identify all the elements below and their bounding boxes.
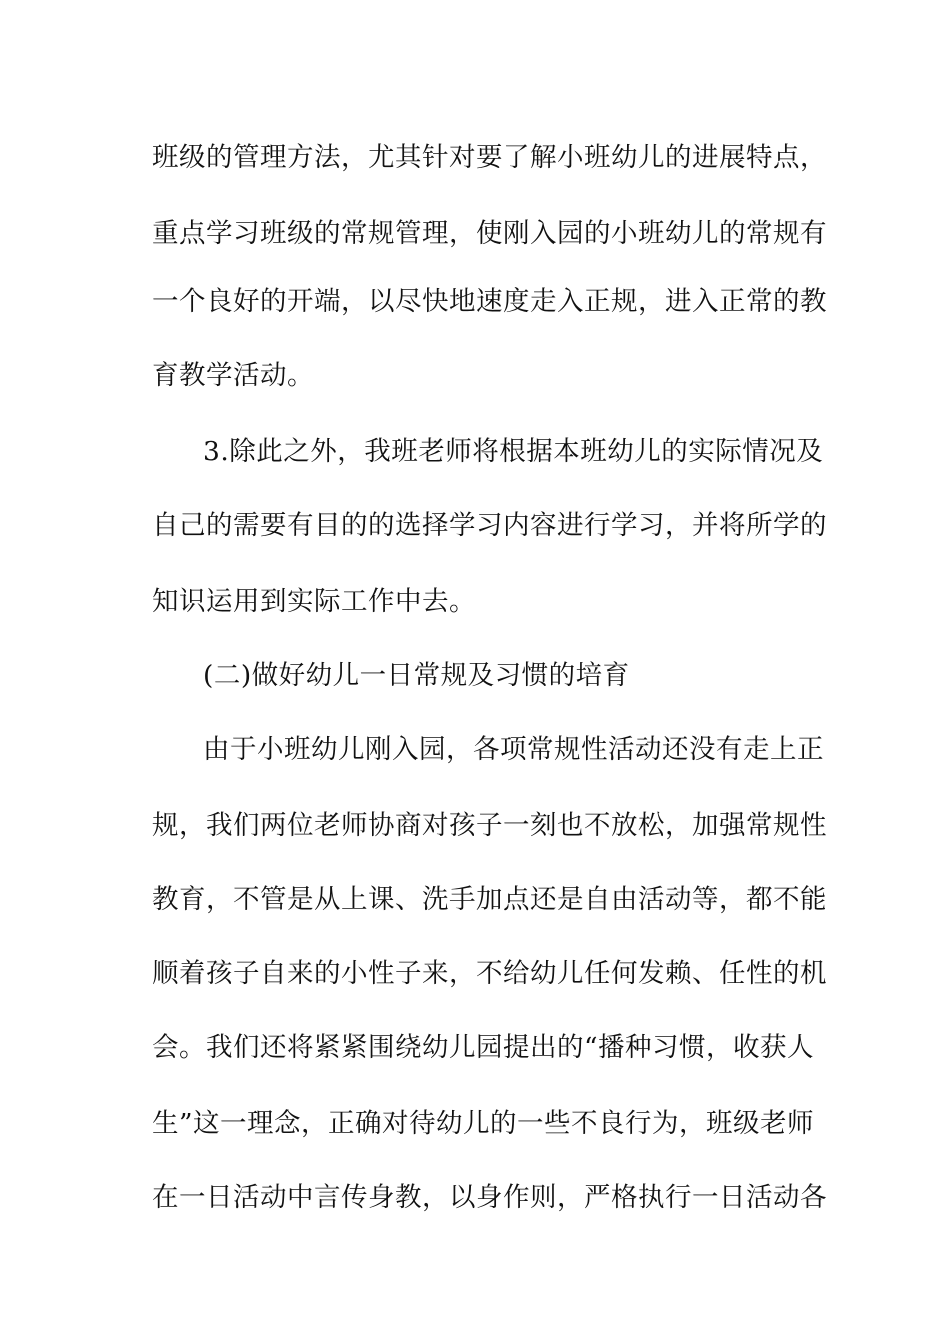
text-line: 自己的需要有目的的选择学习内容进行学习，并将所学的 bbox=[152, 510, 827, 541]
text-line: 班级的管理方法，尤其针对要了解小班幼儿的进展特点， bbox=[152, 142, 827, 173]
text-line: 一个良好的开端，以尽快地速度走入正规，进入正常的教 bbox=[152, 286, 827, 317]
text-line: 育教学活动。 bbox=[152, 360, 314, 391]
text-line: 3.除此之外，我班老师将根据本班幼儿的实际情况及 bbox=[203, 436, 824, 467]
text-line: 顺着孩子自来的小性子来，不给幼儿任何发赖、任性的机 bbox=[152, 958, 827, 989]
text-line: 在一日活动中言传身教，以身作则，严格执行一日活动各 bbox=[152, 1182, 827, 1213]
text-line: 重点学习班级的常规管理，使刚入园的小班幼儿的常规有 bbox=[152, 218, 827, 249]
text-line: 生”这一理念，正确对待幼儿的一些不良行为，班级老师 bbox=[152, 1108, 815, 1139]
section-heading: (二)做好幼儿一日常规及习惯的培育 bbox=[203, 660, 630, 691]
text-line: 由于小班幼儿刚入园，各项常规性活动还没有走上正 bbox=[203, 734, 824, 765]
text-line: 知识运用到实际工作中去。 bbox=[152, 586, 476, 617]
text-line: 会。我们还将紧紧围绕幼儿园提出的“播种习惯，收获人 bbox=[152, 1032, 815, 1063]
text-line: 教育，不管是从上课、洗手加点还是自由活动等，都不能 bbox=[152, 884, 827, 915]
text-line: 规，我们两位老师协商对孩子一刻也不放松，加强常规性 bbox=[152, 810, 827, 841]
